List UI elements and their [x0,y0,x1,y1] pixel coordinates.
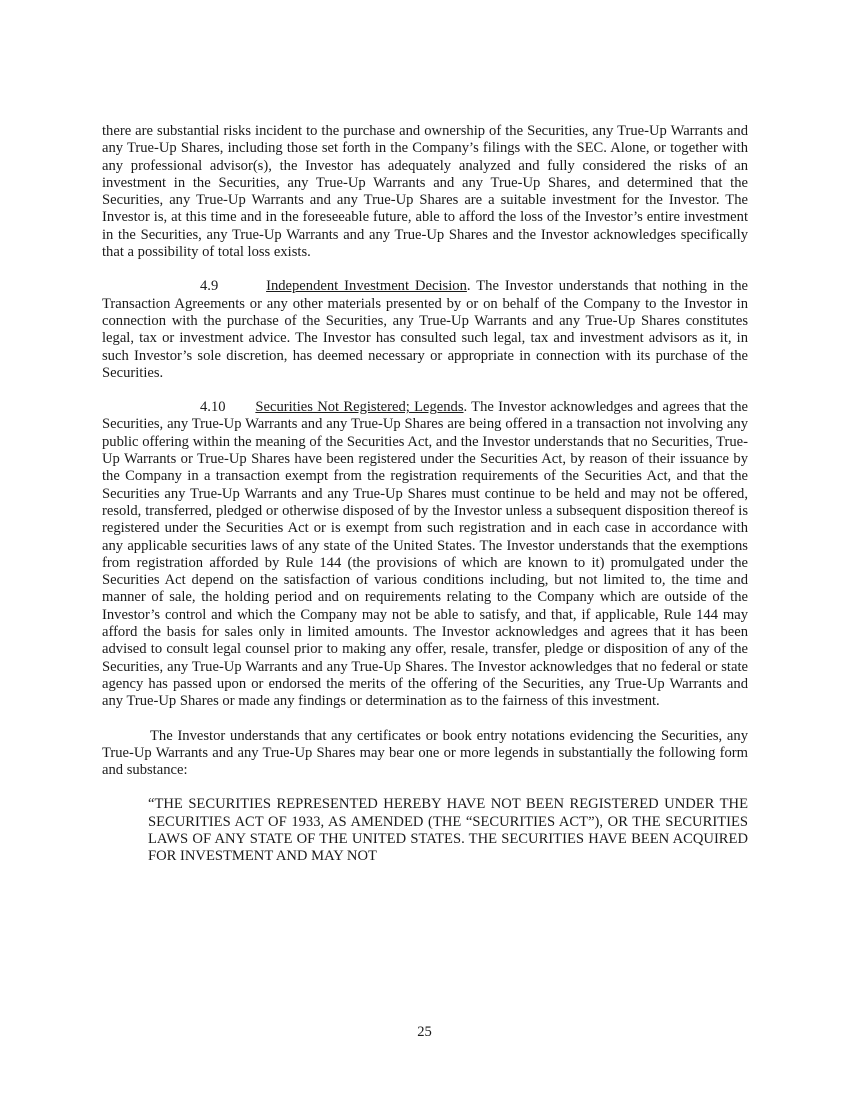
legend-text: “THE SECURITIES REPRESENTED HEREBY HAVE NOT BEEN REGISTERED UNDER THE SECURITIES ACT OF 1933, AS AMENDED (THE “SECURITIES ACT”), OR THE SECURITIES LAWS OF ANY STATE OF THE UNITED STATES. THE SECURITIES HAVE BEEN ACQUIRED FOR INVESTMENT AND MAY NOT [148,796,748,865]
section-4-9 [102,278,748,382]
section-4-9-number: 4.9 [200,278,219,295]
risk-paragraph: there are substantial risks incident to the purchase and ownership of the Securities, any True-Up Warrants and any True-Up Shares, including those set forth in the Company’s filings with the SEC. Alone, or together with any professional advisor(s), the Investor has adequately analyzed and fully considered the risks of an investment in the Securities, any True-Up Warrants and any True-Up Shares, and determined that the Securities, any True-Up Warrants and any True-Up Shares are a suitable investment for the Investor. The Investor is, at this time and in the foreseeable future, able to afford the loss of the Investor’s entire investment in the Securities, any True-Up Warrants and any True-Up Shares and the Investor acknowledges specifically that a possibility of total loss exists. [102,123,748,261]
section-4-9-body: . The Investor understands that nothing in the Transaction Agreements or any other materials presented by or on behalf of the Company to the Investor in connection with the purchase of the Securities, any True-Up Warrants and any True-Up Shares constitutes legal, tax or investment advice. The Investor has consulted such legal, tax and investment advisors as it, in such Investor’s sole discretion, has deemed necessary or appropriate in connection with its purchase of the Securities. [102,278,748,381]
section-4-10-number: 4.10 [200,399,226,416]
section-4-10-heading: Securities Not Registered; Legends [255,399,464,416]
document-page [102,123,748,866]
legends-intro-paragraph: The Investor understands that any certificates or book entry notations evidencing the Securities, any True-Up Warrants and any True-Up Shares may bear one or more legends in substantially the following form and substance: [102,727,748,779]
section-4-9-heading: Independent Investment Decision [266,278,467,295]
page-number: 25 [417,1024,432,1040]
section-4-10 [102,399,748,710]
section-4-10-body: . The Investor acknowledges and agrees that the Securities, any True-Up Warrants and any True-Up Shares are being offered in a transaction not involving any public offering within the meaning of the Securities Act, and the Investor understands that no Securities, True-Up Warrants or True-Up Shares have been registered under the Securities Act, by reason of their issuance by the Company in a transaction exempt from the registration requirements of the Securities Act, and that the Securities any True-Up Warrants and any True-Up Shares must continue to be held and may not be offered, resold, transferred, pledged or otherwise disposed of by the Investor unless a subsequent disposition thereof is registered under the Securities Act or is exempt from such registration and in each case in accordance with any applicable securities laws of any state of the United States. The Investor understands that the exemptions from registration afforded by Rule 144 (the provisions of which are known to it) promulgated under the Securities Act depend on the satisfaction of various conditions including, but not limited to, the time and manner of sale, the holding period and on requirements relating to the Company which are outside of the Investor’s control and which the Company may not be able to satisfy, and that, if applicable, Rule 144 may afford the basis for sales only in limited amounts. The Investor acknowledges and agrees that it has been advised to consult legal counsel prior to making any offer, resale, transfer, pledge or disposition of any of the Securities, any True-Up Warrants and any True-Up Shares. The Investor acknowledges that no federal or state agency has passed upon or endorsed the merits of the offering of the Securities, any True-Up Warrants and any True-Up Shares or made any findings or determination as to the fairness of this investment. [102,399,748,710]
